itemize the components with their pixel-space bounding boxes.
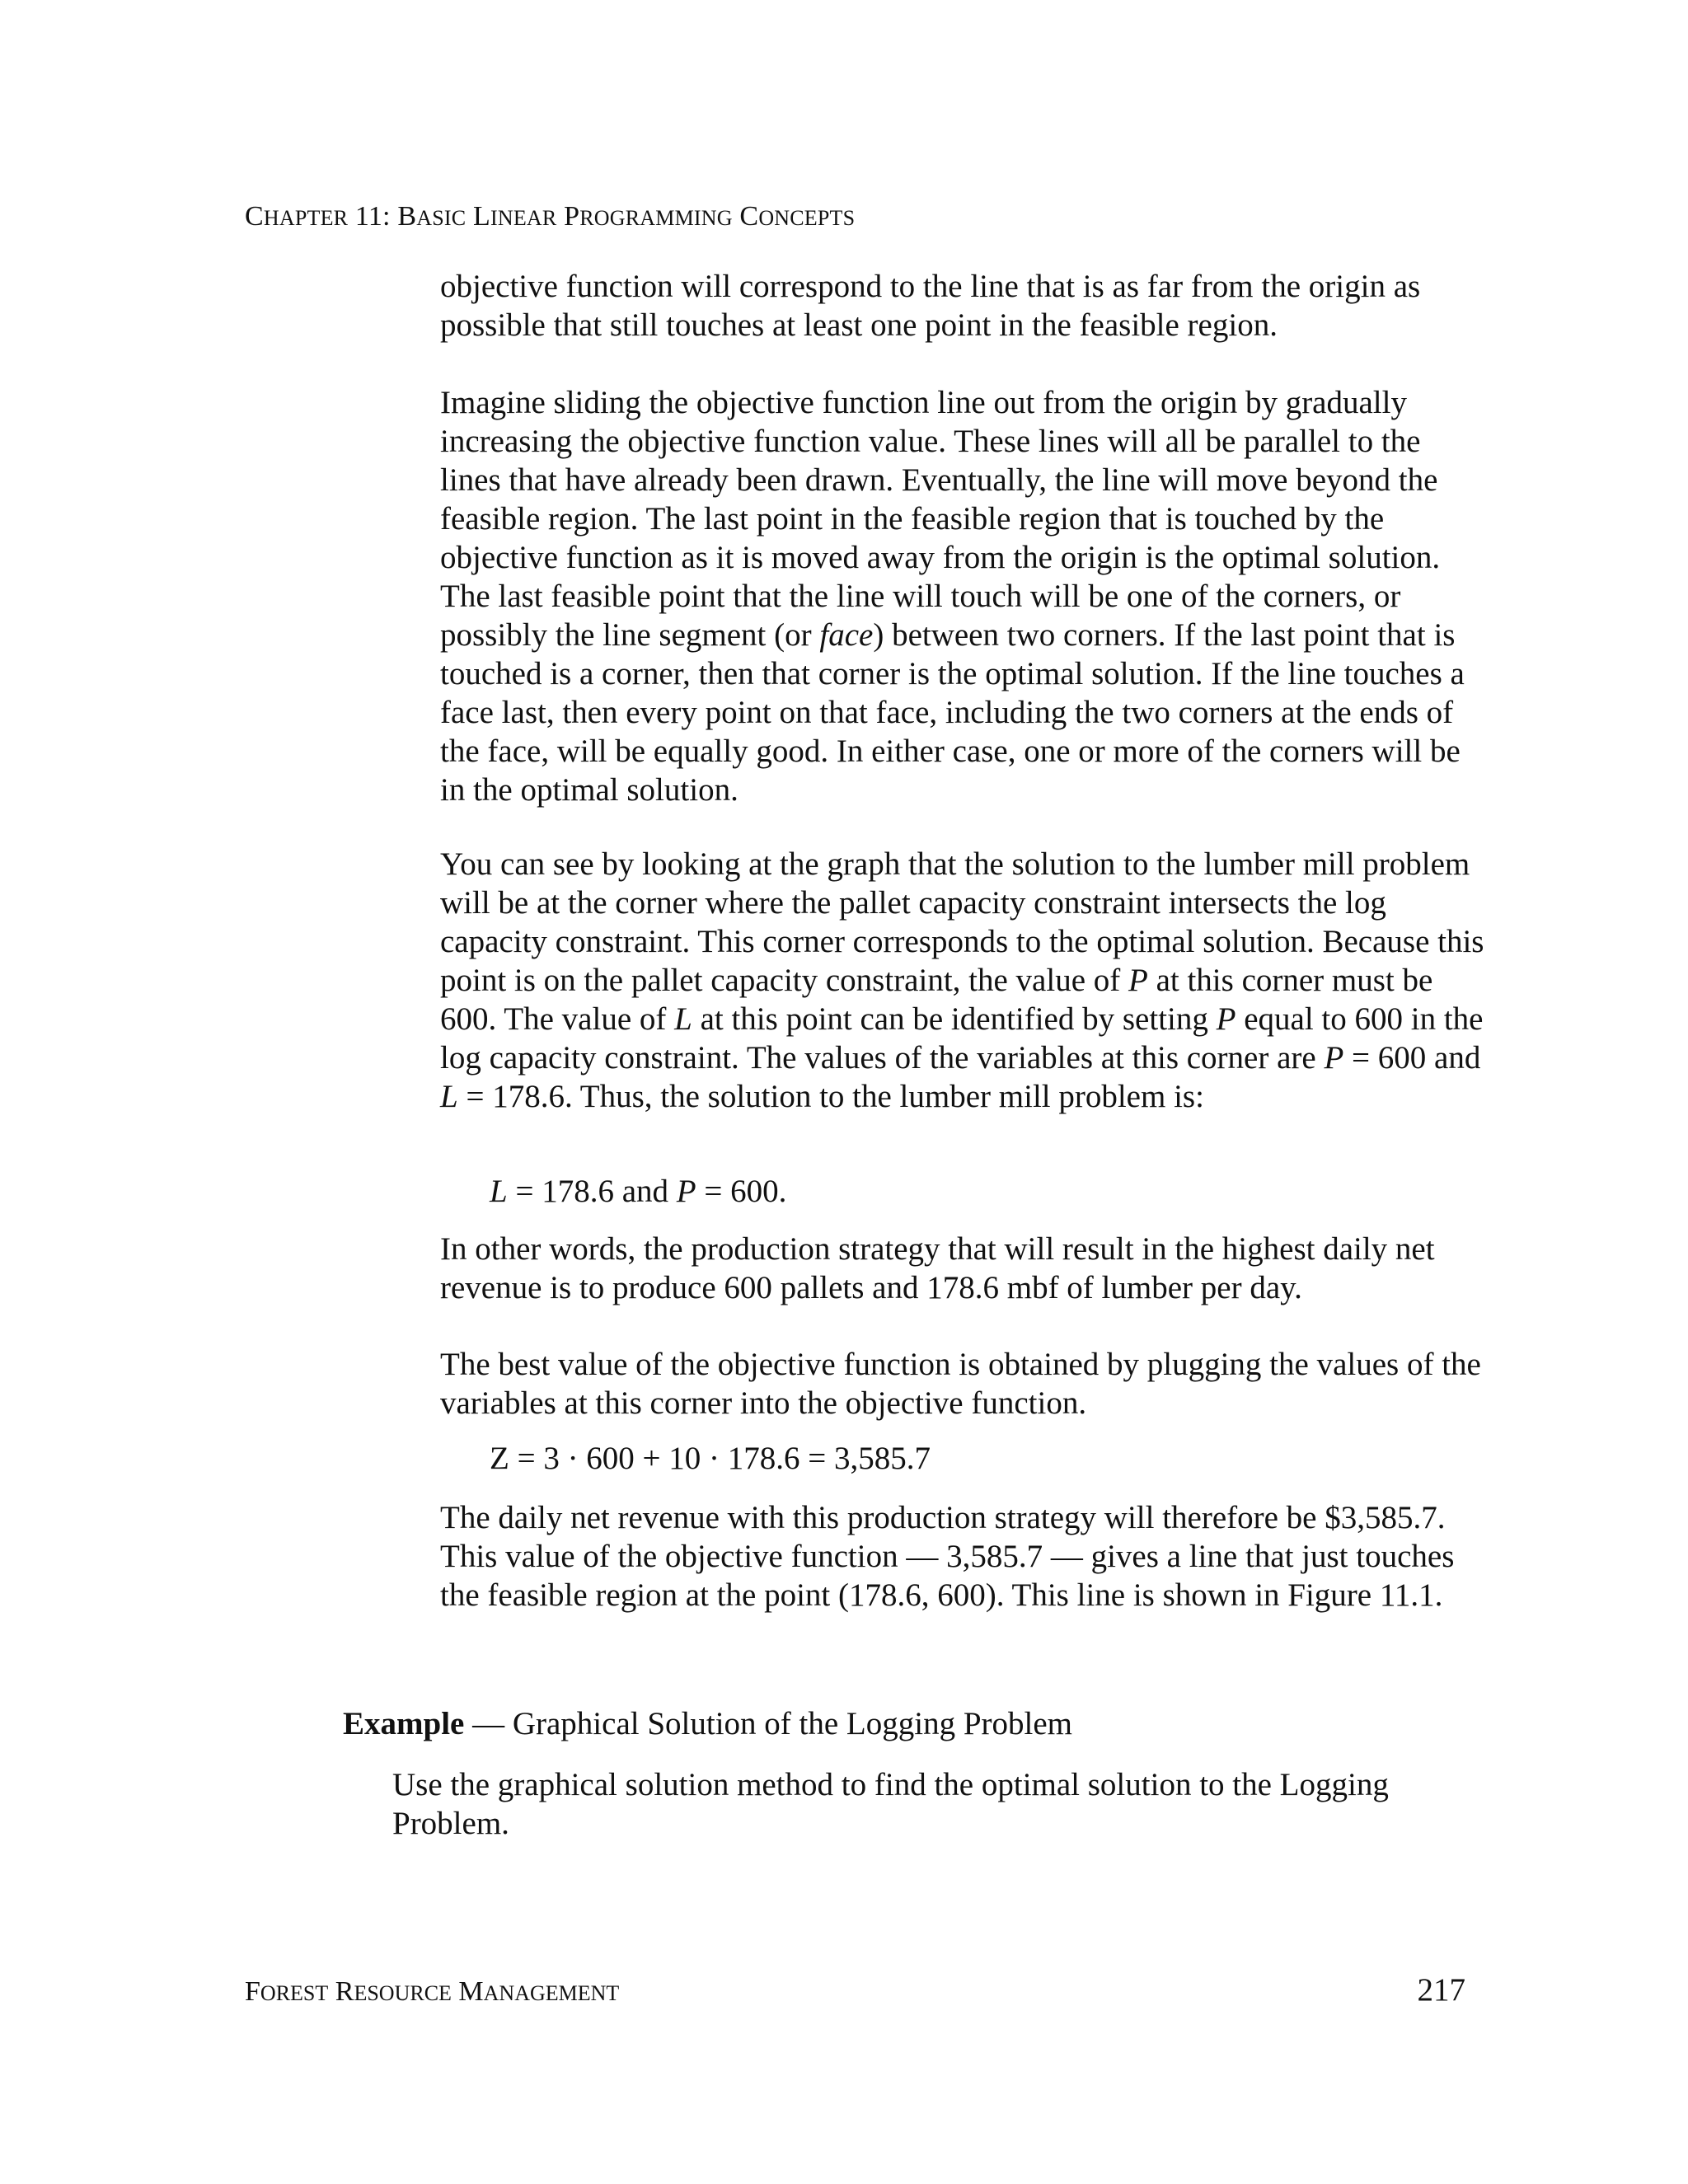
paragraph-5-text: The best value of the objective function is obtained by plugging the values of the variables at this corner into the objective function. [440, 1347, 1481, 1421]
paragraph-1-text: objective function will correspond to the line that is as far from the origin as possible that still touches at least one point in the feasible region. [440, 269, 1421, 343]
running-head-c: C [245, 201, 264, 232]
objective-equation: Z = 3 · 600 + 10 · 178.6 = 3,585.7 [490, 1441, 931, 1476]
footer-orest: OREST [260, 1981, 329, 2005]
paragraph-3-text [440, 845, 1487, 1116]
example-title: — Graphical Solution of the Logging Problem [464, 1706, 1072, 1741]
var-p: P [1324, 1040, 1344, 1076]
paragraph-4 [440, 1230, 1487, 1307]
running-footer [245, 1976, 619, 2008]
paragraph-4-text: In other words, the production strategy that will result in the highest daily net revenue is to produce 600 pallets and 178.6 mbf of lumber per day. [440, 1231, 1435, 1305]
example-body [392, 1765, 1489, 1843]
footer-m: M [451, 1976, 484, 2007]
paragraph-3-part-f: = 178.6. Thus, the solution to the lumber mill problem is: [457, 1079, 1204, 1114]
footer-r: R [328, 1976, 354, 2007]
paragraph-5 [440, 1345, 1487, 1422]
term-face: face [819, 617, 874, 653]
running-head-hapter: HAPTER [263, 206, 349, 230]
paragraph-2-text [440, 383, 1487, 809]
example-heading [343, 1704, 1072, 1743]
running-head-l: L [466, 201, 491, 232]
paragraph-2-part-b: ) between two corners. If the last point that is touched is a corner, then that corner is the optimal solution. If the line touches a face last, then every point on that face, including the two corners at the ends of the face, will be equally good. In either case, one or more of the corners will be in the optimal solution. [440, 617, 1465, 808]
eq-var-l: L [490, 1174, 508, 1209]
example-label: Example [343, 1706, 465, 1741]
running-head-asic: ASIC [416, 206, 467, 230]
paragraph-1 [440, 267, 1487, 344]
paragraph-6-text: The daily net revenue with this production strategy will therefore be $3,585.7. This value of the objective function — 3,585.7 — gives a line that just touches the feasible region at the point (178.6, 600). This line is shown in Figure 11.1. [440, 1500, 1455, 1613]
paragraph-3-part-b: at this corner must be 600. The value of [440, 963, 1433, 1037]
paragraph-3-part-a: You can see by looking at the graph that the solution to the lumber mill problem will be at the corner where the pallet capacity constraint intersects the log capacity constraint. This corner corresponds to the optimal solution. Because this point is on the pallet capacity constraint, the value of [440, 846, 1484, 998]
solution-equation [490, 1172, 786, 1211]
paragraph-3-part-c: at this point can be identified by setting [692, 1001, 1217, 1037]
page-number: 217 [1417, 1972, 1465, 2008]
paragraph-2-part-a: Imagine sliding the objective function line out from the origin by gradually increasing the objective function value. These lines will all be parallel to the lines that have already been drawn. Eventually, the line will move beyond the feasible region. The last point in the feasible region that is touched by the objective function as it is moved away from the origin is the optimal solution. The last feasible point that the line will touch will be one of the corners, or possibly the line segment (or [440, 385, 1441, 653]
running-head-rogramming: ROGRAMMING [579, 206, 733, 230]
footer-f: F [245, 1976, 260, 2007]
footer-esource: ESOURCE [354, 1981, 452, 2005]
running-head-b: B [397, 201, 417, 232]
eq-mid: = 178.6 and [507, 1174, 677, 1209]
eq-var-p: P [676, 1174, 696, 1209]
running-head-c2: C [732, 201, 759, 232]
paragraph-6 [440, 1498, 1487, 1615]
running-head-oncepts: ONCEPTS [758, 206, 856, 230]
eq-end: = 600. [696, 1174, 787, 1209]
var-p: P [1128, 963, 1148, 998]
paragraph-3 [440, 845, 1487, 1116]
running-head [245, 201, 855, 232]
var-p: P [1216, 1001, 1236, 1037]
paragraph-3-part-d: equal to 600 in the log capacity constraint. The values of the variables at this corner are [440, 1001, 1484, 1076]
running-head-inear: INEAR [490, 206, 557, 230]
var-l: L [674, 1001, 692, 1037]
paragraph-3-part-e: = 600 and [1343, 1040, 1481, 1076]
var-l: L [440, 1079, 458, 1114]
running-head-number: 11: [348, 201, 398, 232]
example-body-text: Use the graphical solution method to find the optimal solution to the Logging Problem. [392, 1767, 1389, 1841]
footer-anagement: ANAGEMENT [483, 1981, 620, 2005]
running-head-p: P [556, 201, 580, 232]
paragraph-2 [440, 383, 1487, 809]
